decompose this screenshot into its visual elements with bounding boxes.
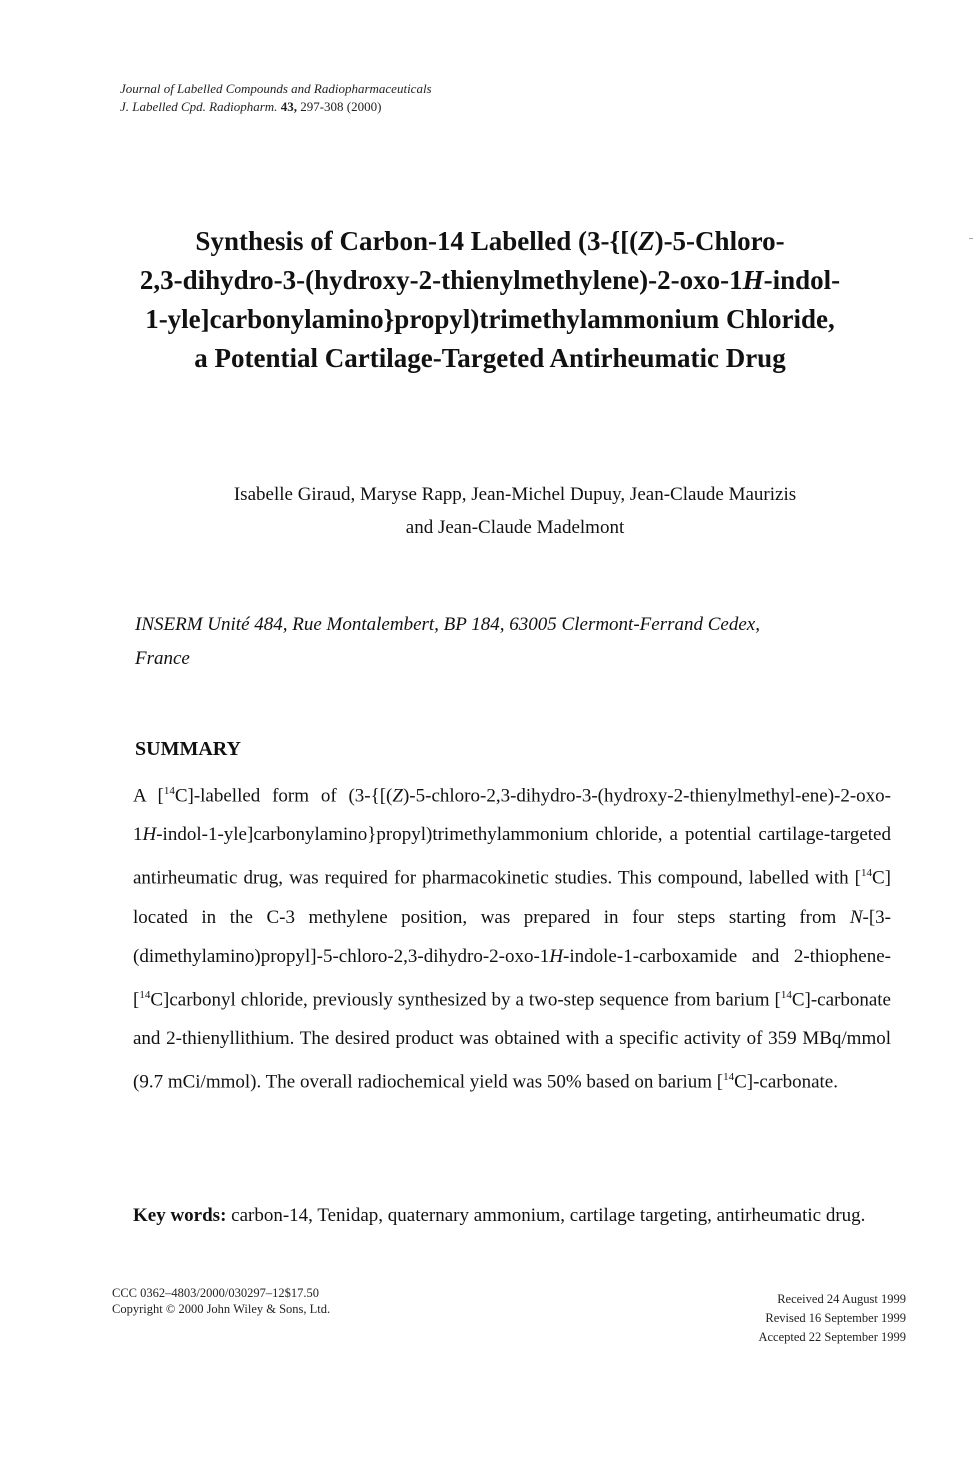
keywords-label: Key words: [133, 1205, 227, 1226]
summary-paragraph: A [$^{14}$C]-labelled form of (3-{[(Z)-5-chloro-2,3-dihydro-3-(hydroxy-2-thienylmethyl-ene)-2-oxo-1H-indol-1-yle]carbonylamino}propyl)trimethylammonium chloride, a potential cartilage-targeted antirheumatic drug, was required for pharmacokinetic studies. This compound, labelled with [$^{14}$C] located in the C-3 methylene position, was prepared in four steps starting from N-[3-(dimethylamino)propyl]-5-chloro-2,3-dihydro-2-oxo-1H-indole-1-carboxamide and 2-thiophene-[$^{14}$C]carbonyl chloride, previously synthesized by a two-step sequence from barium [$^{14}$C]-carbonate and 2-thienyllithium. The desired product was obtained with a specific activity of 359 MBq/mmol (9.7 mCi/mmol). The overall radiochemical yield was 50% based on barium [$^{14}$C]-carbonate. [133, 785, 892, 1093]
title-line-3: 1-yle]carbonylamino}propyl)trimethylammonium Chloride, [145, 304, 835, 334]
scan-mark [969, 238, 973, 239]
footer-dates [758, 1290, 906, 1347]
ccc-code: CCC 0362–4803/2000/030297–12$17.50 [112, 1286, 319, 1300]
affiliation-line-2: France [135, 648, 190, 669]
authors-line-2: and Jean-Claude Madelmont [405, 517, 625, 538]
keywords-text: carbon-14, Tenidap, quaternary ammonium, cartilage targeting, antirheumatic drug. [226, 1205, 866, 1226]
paper-title [110, 222, 870, 378]
keywords [133, 1198, 891, 1234]
journal-citation [120, 98, 432, 116]
summary-heading: SUMMARY [135, 738, 241, 760]
footer-left [112, 1285, 330, 1317]
affiliation-line-1: INSERM Unité 484, Rue Montalembert, BP 184, 63005 Clermont-Ferrand Cedex, [135, 614, 760, 635]
received-date: Received 24 August 1999 [777, 1292, 906, 1306]
citation-volume: 43, [280, 99, 297, 114]
title-line-4: a Potential Cartilage-Targeted Antirheumatic Drug [194, 343, 786, 373]
copyright: Copyright © 2000 John Wiley & Sons, Ltd. [112, 1302, 331, 1316]
accepted-date: Accepted 22 September 1999 [758, 1330, 906, 1344]
authors-line-1: Isabelle Giraud, Maryse Rapp, Jean-Michel Dupuy, Jean-Claude Maurizis [233, 484, 797, 505]
title-line-1: Synthesis of Carbon-14 Labelled (3-{[(Z)-5-Chloro- [195, 226, 785, 256]
journal-name: Journal of Labelled Compounds and Radiopharmaceuticals [120, 81, 432, 96]
affiliation [135, 608, 895, 676]
journal-header [120, 80, 432, 116]
author-list [140, 478, 890, 544]
citation-pages: 297-308 (2000) [300, 99, 382, 114]
citation-prefix: J. Labelled Cpd. Radiopharm. [120, 99, 278, 114]
title-line-2: 2,3-dihydro-3-(hydroxy-2-thienylmethylene)-2-oxo-1H-indol- [139, 265, 841, 295]
revised-date: Revised 16 September 1999 [765, 1311, 906, 1325]
